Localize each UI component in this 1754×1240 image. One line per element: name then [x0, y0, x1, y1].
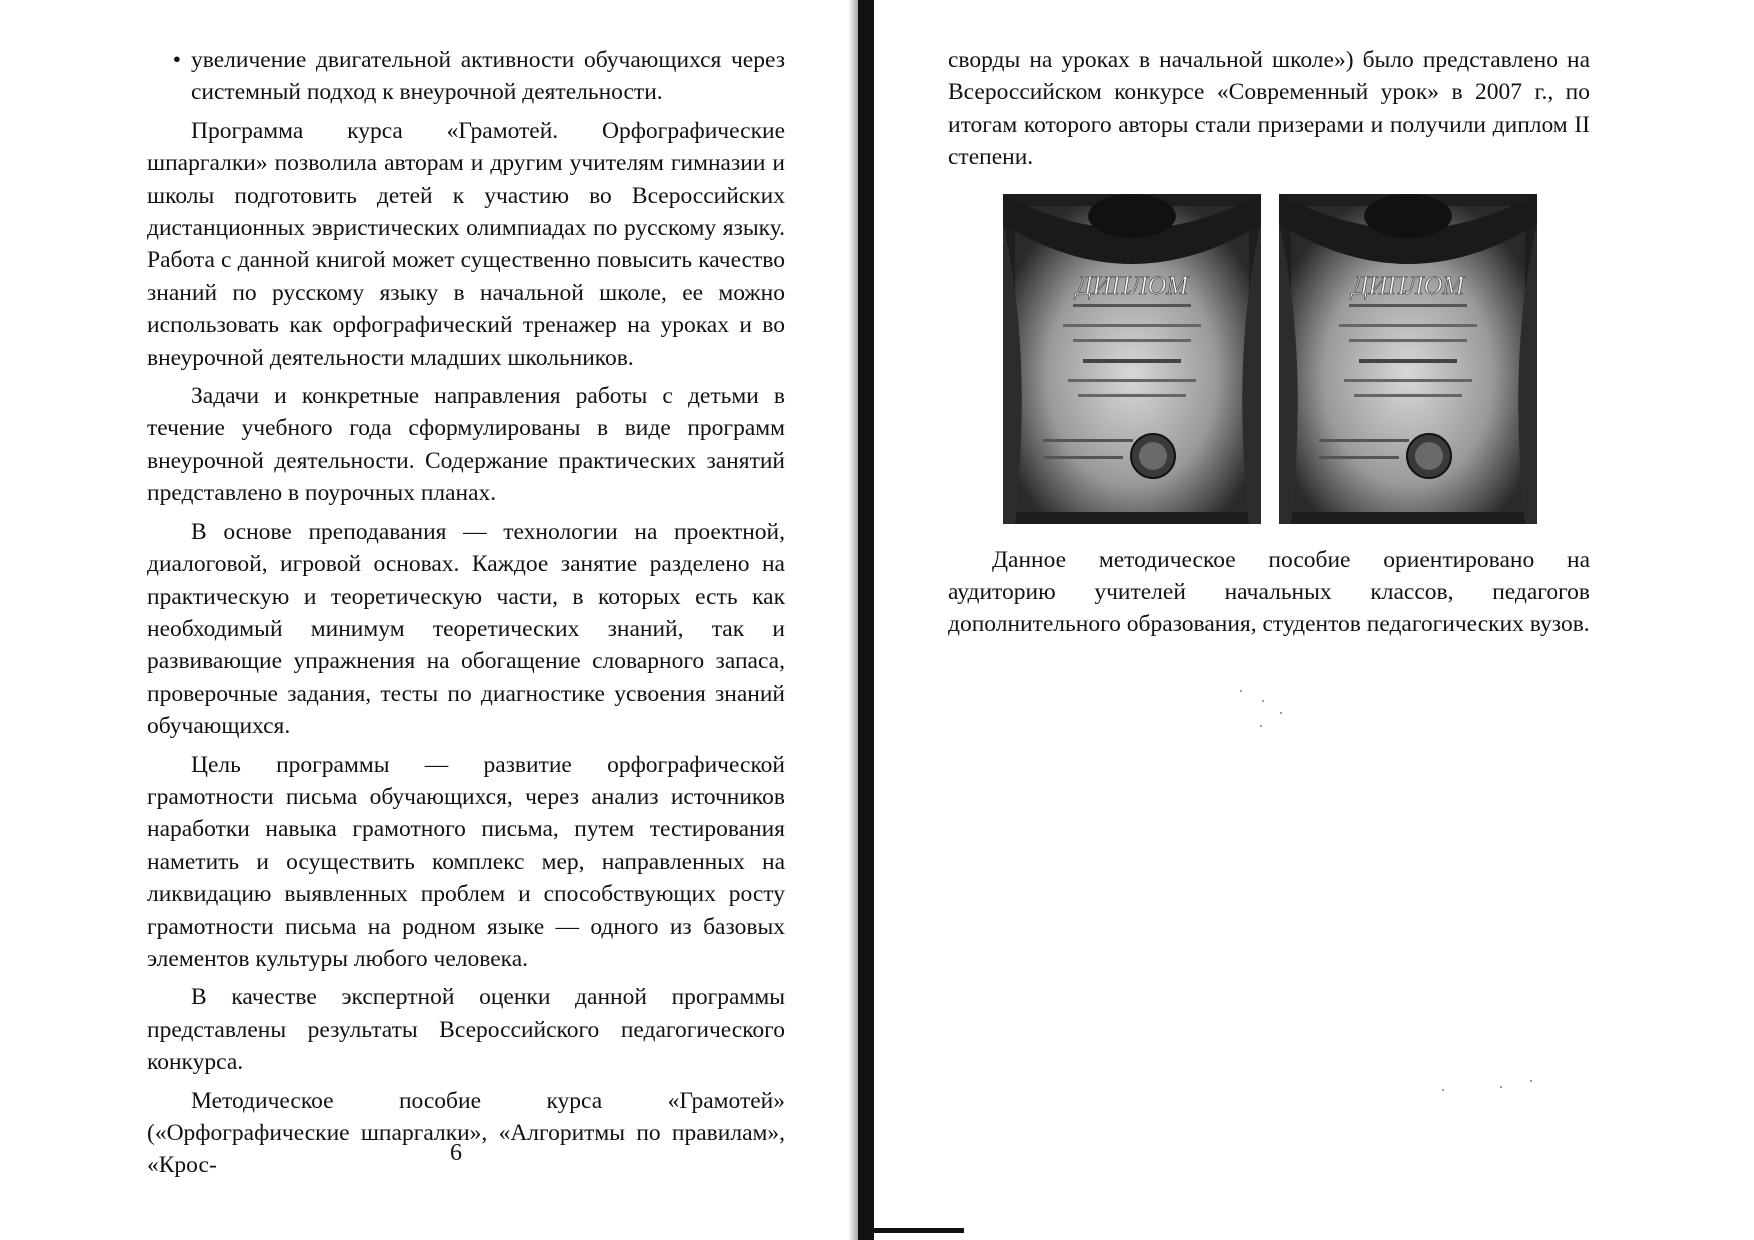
paragraph: В качестве экспертной оценки данной программы представлены результаты Всероссийского педагогического конкурса. [147, 984, 785, 1076]
diploma-image [1279, 194, 1537, 524]
paragraph: сворды на уроках в начальной школе») было представлено на Всероссийском конкурсе «Современный урок» в 2007 г., по итогам которого авторы стали призерами и получили диплом II степени. [948, 47, 1590, 171]
diploma-image [1003, 194, 1261, 524]
paragraph: Цель программы — развитие орфографической грамотности письма обучающихся, через анализ источников наработки навыка грамотного письма, путем тестирования наметить и осуществить комплекс мер, направленных на ликвидацию выявленных проблем и способствующих росту грамотности письма на родном языке — одного из базовых элементов культуры любого человека. [147, 751, 785, 972]
scan-speck [1240, 690, 1242, 692]
diploma-illustration [1003, 194, 1261, 524]
page-number: 6 [450, 1140, 462, 1166]
scan-speck [1262, 700, 1264, 702]
scan-speck [1260, 725, 1262, 727]
scan-speck [1530, 1080, 1532, 1082]
paragraph: Данное методическое пособие ориентировано на аудиторию учителей начальных классов, педагогов дополнительного образования, студентов педагогических вузов. [948, 546, 1590, 638]
bullet-item [147, 44, 785, 109]
bullet-icon: • [172, 47, 181, 73]
spine-foot [874, 1228, 964, 1233]
scan-speck [1442, 1089, 1444, 1091]
bullet-item-text: увеличение двигательной активности обучающихся через системный подход к внеурочной деятельности. [191, 47, 785, 106]
right-page [948, 44, 1590, 647]
spine-shadow [848, 0, 858, 1240]
scan-speck [1280, 712, 1282, 714]
scan-speck [1500, 1086, 1502, 1088]
book-spine [858, 0, 874, 1240]
diploma-title: ДИПЛОМ [1351, 270, 1465, 300]
diploma-illustration [1279, 194, 1537, 524]
left-page [147, 44, 785, 1188]
paragraph: В основе преподавания — технологии на проектной, диалоговой, игровой основах. Каждое занятие разделено на практическую и теоретическую части, в которых есть как необходимый минимум теоретических знаний, так и развивающие упражнения на обогащение словарного запаса, проверочные задания, тесты по диагностике усвоения знаний обучающихся. [147, 518, 785, 740]
paragraph: Программа курса «Грамотей. Орфографические шпаргалки» позволила авторам и другим учителям гимназии и школы подготовить детей к участию во Всероссийских дистанционных эвристических олимпиадах по русскому языку. Работа с данной книгой может существенно повысить качество знаний по русскому языку в начальной школе, ее можно использовать как орфографический тренажер на уроках и во внеурочной деятельности младших школьников. [147, 117, 785, 371]
paragraph: Задачи и конкретные направления работы с детьми в течение учебного года сформулированы в виде программ внеурочной деятельности. Содержание практических занятий представлено в поурочных планах. [147, 383, 785, 507]
diploma-images [1003, 194, 1590, 524]
diploma-title: ДИПЛОМ [1075, 270, 1189, 300]
paragraph: Методическое пособие курса «Грамотей» («Орфографические шпаргалки», «Алгоритмы по правилам», «Крос- [147, 1087, 785, 1179]
